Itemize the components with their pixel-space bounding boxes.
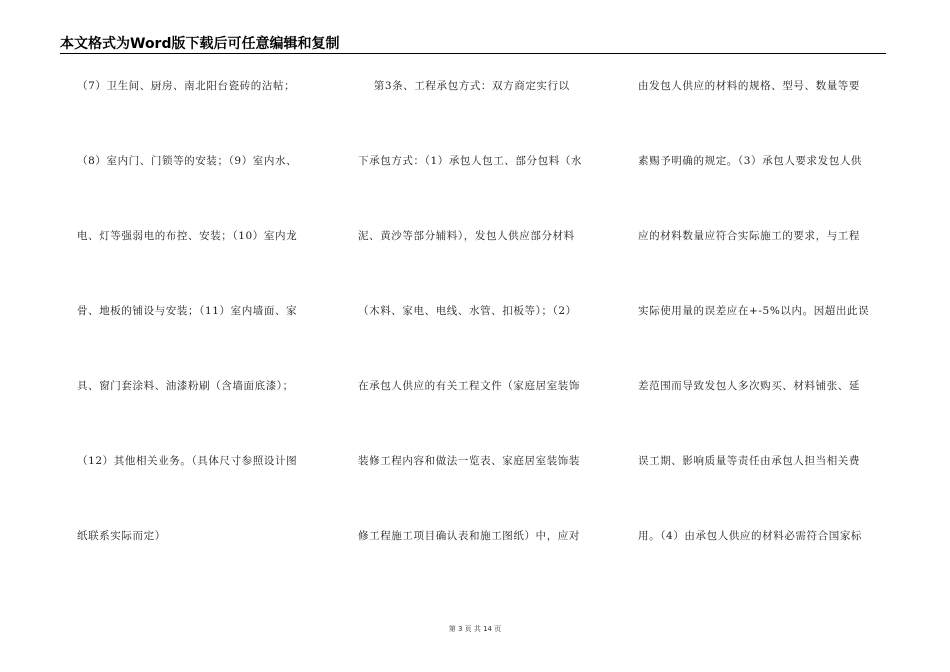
text-line: （木料、家电、电线、水管、扣板等）；（2） <box>358 305 577 317</box>
text-line: 差范围而导致发包人多次购买、材料铺张、延 <box>638 380 860 392</box>
text-line: 泥、黄沙等部分辅料），发包人供应部分材料 <box>358 230 575 242</box>
page-number-footer: 第 3 页 共 14 页 <box>448 625 502 633</box>
text-line: （8）室内门、门锁等的安装；（9）室内水、 <box>77 155 298 167</box>
text-column-right <box>638 79 893 604</box>
text-line: 骨、地板的铺设与安装；（11）室内墙面、家 <box>77 305 298 317</box>
text-line: 用。（4）由承包人供应的材料必需符合国家标 <box>638 530 863 542</box>
text-line: 装修工程内容和做法一览表、家庭居室装饰装 <box>358 455 580 467</box>
text-line: （12）其他相关业务。（具体尺寸参照设计图 <box>77 455 298 467</box>
text-line: 下承包方式：（1）承包人包工、部分包料（水 <box>358 155 583 167</box>
header-divider <box>60 53 886 54</box>
text-column-middle <box>358 79 613 604</box>
text-line: 第3条、工程承包方式：双方商定实行以 <box>358 80 570 92</box>
text-column-left <box>77 79 327 604</box>
text-line: （7）卫生间、厨房、南北阳台瓷砖的沾帖； <box>77 80 296 92</box>
text-line: 修工程施工项目确认表和施工图纸）中，应对 <box>358 530 580 542</box>
text-line: 在承包人供应的有关工程文件（家庭居室装饰 <box>358 380 580 392</box>
text-line: 应的材料数量应符合实际施工的要求，与工程 <box>638 230 860 242</box>
text-line: 素赐予明确的规定。（3）承包人要求发包人供 <box>638 155 863 167</box>
text-line: 实际使用量的误差应在+-5%以内。因超出此误 <box>638 305 870 317</box>
text-line: 电、灯等强弱电的布控、安装；（10）室内龙 <box>77 230 298 242</box>
text-line: 误工期、影响质量等责任由承包人担当相关费 <box>638 455 860 467</box>
text-line: 纸联系实际而定） <box>77 530 166 542</box>
text-line: 由发包人供应的材料的规格、型号、数量等要 <box>638 80 860 92</box>
document-header-title: 本文格式为Word版下载后可任意编辑和复制 <box>60 36 340 52</box>
text-line: 具、窗门套涂料、油漆粉刷（含墙面底漆）； <box>77 380 294 392</box>
